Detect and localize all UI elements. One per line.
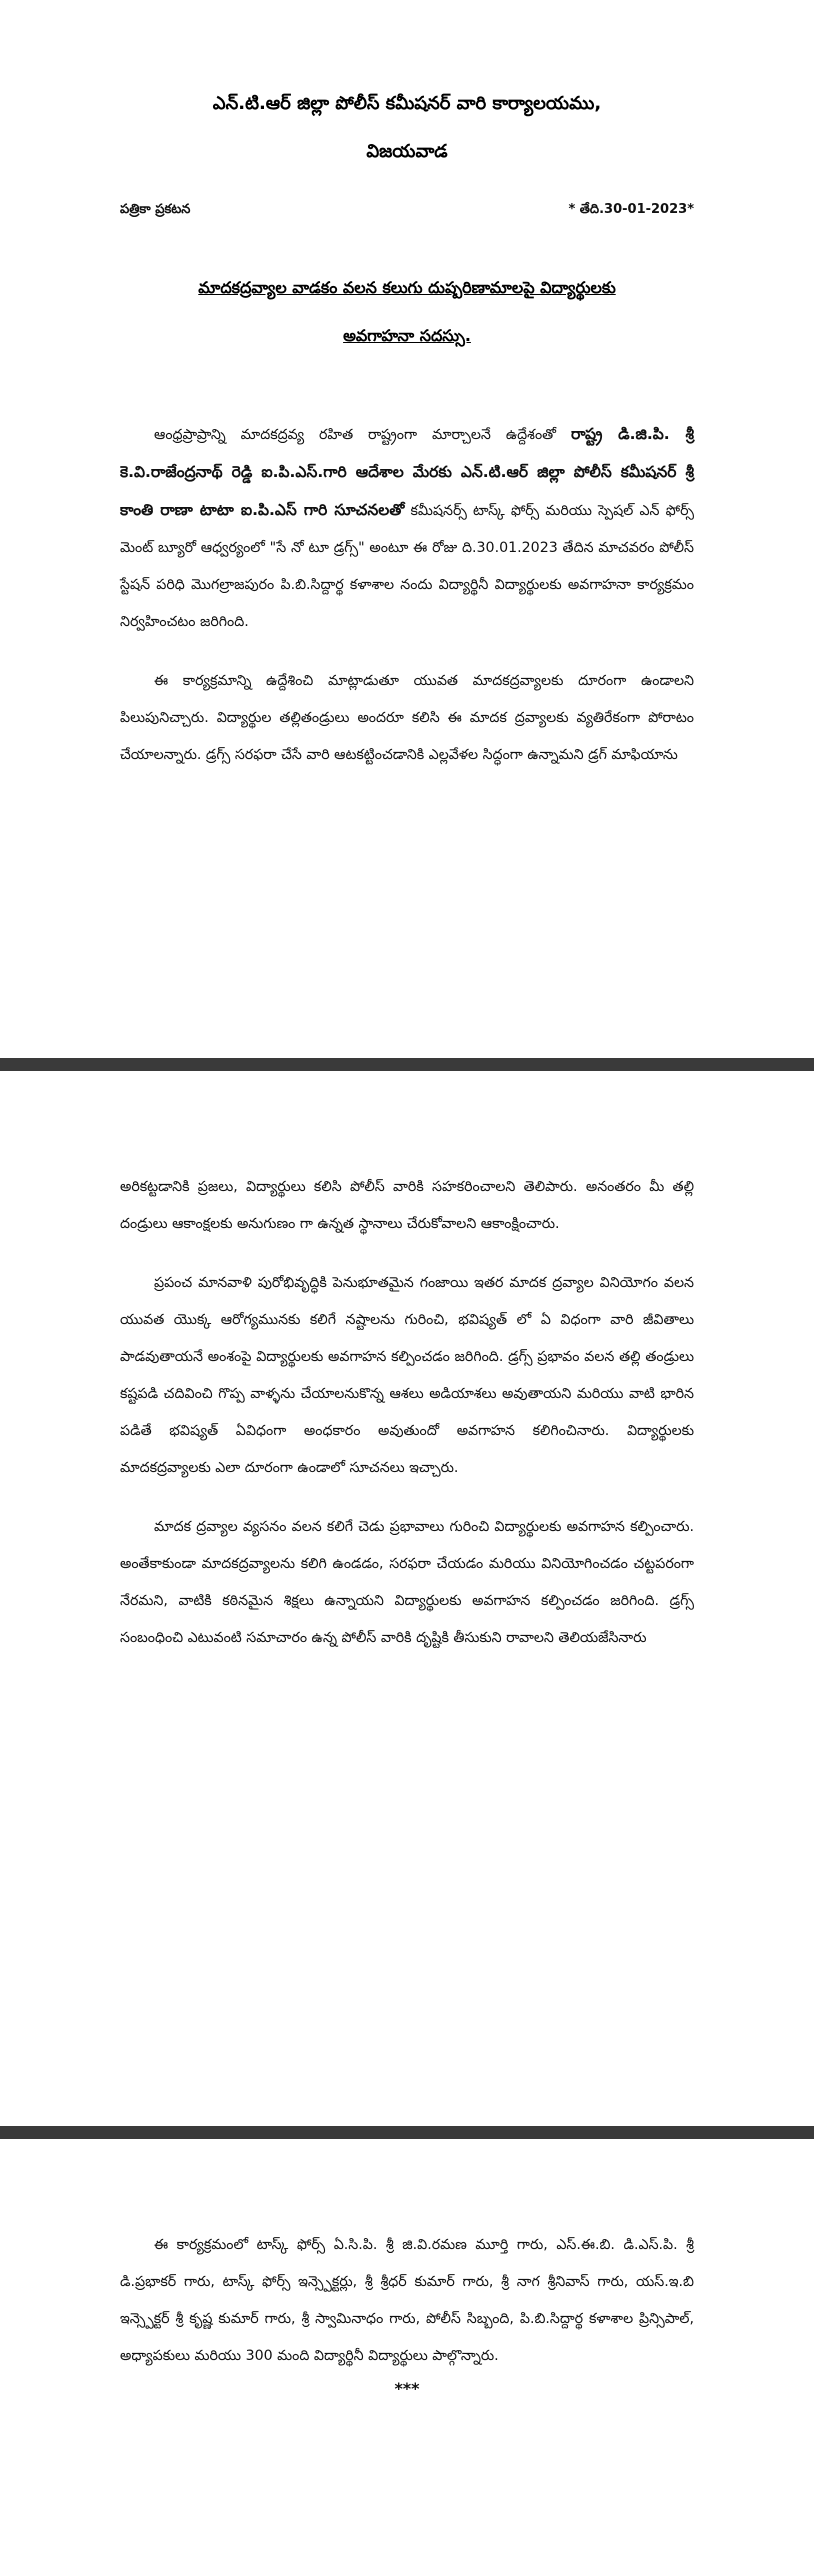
participants-text: ఈ కార్యక్రమంలో టాస్క్ ఫోర్స్ ఏ.సి.పి. శ్రీ జి.వి.రమణ మూర్తి గారు, ఎస్.ఈ.బి. డి.ఎస్.పి. శ్రీ డి.ప్రభాకర్ గారు, టాస్క్ ఫోర్స్ ఇన్స్పెక్టర్లు, శ్రీ శ్రీధర్ కుమార్ గారు, శ్రీ నాగ శ్రీనివాస్ గారు, యస్.ఇ.బి ఇన్స్పెక్టర్ శ్రీ కృష్ణ కుమార్ గారు, శ్రీ స్వామినాధం గారు, పోలీస్ సిబ్బంది, పి.బి.సిద్దార్థ కళాశాల ప్రిన్సిపాల్, అధ్యాపకులు మరియు 300 మంది విద్యార్థినీ విద్యార్థులు పాల్గొన్నారు. <box>120 2237 694 2364</box>
document-page-3 <box>0 2139 814 2561</box>
paragraph-participants <box>120 2227 694 2375</box>
subject-line2: అవగాహనా సదస్సు. <box>343 326 471 345</box>
awareness-text: మాదక ద్రవ్యాల వ్యసనం వలన కలిగే చెడు ప్రభావాలు గురించి విద్యార్థులకు అవగాహన కల్పించారు. అంతేకాకుండా మాదకద్రవ్యాలను కలిగి ఉండడం, సరఫరా చేయడం మరియు వినియోగించడం చట్టపరంగా నేరమని, వాటికి కఠినమైన శిక్షలు ఉన్నాయని విద్యార్థులకు అవగాహన కల్పించడం జరిగింది. డ్రగ్స్ సంబంధించి ఎటువంటి సమాచారం ఉన్న పోలీస్ వారికి దృష్టికి తీసుకుని రావాలని తెలియజేసినారు <box>120 1519 694 1646</box>
page1-body <box>120 416 694 774</box>
document-page-1 <box>0 0 814 1058</box>
subject-heading <box>120 268 694 356</box>
page-separator <box>0 2126 814 2139</box>
document-page-2 <box>0 1071 814 2126</box>
intro-end: కమీషనర్స్ టాస్క్ ఫోర్స్ మరియు స్పెషల్ ఎన్ ఫోర్స్ మెంట్ బ్యూరో ఆధ్వర్యంలో "సే నో టూ డ్రగ్స్" అంటూ ఈ రోజు ది.30.01.2023 తేదిన మాచవరం పోలీస్ స్టేషన్ పరిధి మొగల్రాజపురం పి.బి.సిద్దార్థ కళాశాల నందు విద్యార్థినీ విద్యార్థులకు అవగాహనా కార్యక్రమం నిర్వహించటం జరిగింది. <box>120 503 694 630</box>
speech-text: ఈ కార్యక్రమాన్ని ఉద్దేశించి మాట్లాడుతూ యువత మాదకద్రవ్యాలకు దూరంగా ఉండాలని పిలుపునిచ్చారు. విద్యార్థుల తల్లితండ్రులు అందరూ కలిసి ఈ మాదక ద్రవ్యాలకు వ్యతిరేకంగా పోరాటం చేయాలన్నారు. డ్రగ్స్ సరఫరా చేసే వారి ఆటకట్టించడానికి ఎల్లవేళల సిద్ధంగా ఉన్నామని డ్రగ్ మాఫియాను <box>120 673 694 763</box>
release-date: * తేది.30-01-2023* <box>568 202 694 217</box>
office-title-line2: విజయవాడ <box>366 141 448 162</box>
office-header <box>120 88 694 168</box>
paragraph-speech <box>120 663 694 774</box>
page3-body <box>120 2227 694 2398</box>
intro-bold-officials: రాష్ట్ర డి.జి.పి. శ్రీ కె.వి.రాజేంద్రనాథ్ రెడ్డి ఐ.పి.ఎస్.గారి ఆదేశాల మేరకు ఎన్.టి.ఆర్ జిల్లా పోలీస్ కమీషనర్ శ్రీ కాంతి రాణా టాటా ఐ.పి.ఎస్ గారి సూచనలతో <box>120 425 694 519</box>
press-release-label: పత్రికా ప్రకటన <box>120 202 191 217</box>
intro-start: ఆంధ్రప్రాప్రాన్ని మాదకద్రవ్య రహిత రాష్ట్రంగా మార్చాలనే ఉద్దేశంతో <box>154 427 571 443</box>
page2-body <box>120 1169 694 1657</box>
paragraph-awareness <box>120 1509 694 1657</box>
office-title-line1: ఎన్.టి.ఆర్ జిల్లా పోలీస్ కమీషనర్ వారి కార్యాలయము, <box>212 93 602 114</box>
paragraph-effects <box>120 1265 694 1487</box>
subject-line1: మాదకద్రవ్యాల వాడకం వలన కలుగు దుష్పరిణామాలపై విద్యార్థులకు <box>198 278 616 297</box>
paragraph-intro <box>120 416 694 641</box>
meta-row <box>120 202 694 220</box>
paragraph-continuation: అరికట్టడానికి ప్రజలు, విద్యార్థులు కలిసి పోలీస్ వారికి సహకరించాలని తెలిపారు. అనంతరం మీ తల్లి దండ్రులు ఆకాంక్షలకు అనుగుణం గా ఉన్నత స్థానాలు చేరుకోవాలని ఆకాంక్షించారు. <box>120 1179 694 1232</box>
end-mark: *** <box>394 2379 420 2398</box>
effects-text: ప్రపంచ మానవాళి పురోభివృద్ధికి పెనుభూతమైన గంజాయి ఇతర మాదక ద్రవ్యాల వినియోగం వలన యువత యొక్క ఆరోగ్యమునకు కలిగే నష్టాలను గురించి, భవిష్యత్ లో ఏ విధంగా వారి జీవితాలు పాడవుతాయనే అంశంపై విద్యార్థులకు అవగాహన కల్పించడం జరిగింది. డ్రగ్స్ ప్రభావం వలన తల్లి తండ్రులు కష్టపడి చదివించి గొప్ప వాళ్ళను చేయాలనుకొన్న ఆశలు అడియాశలు అవుతాయని మరియు వాటి భారిన పడితే భవిష్యత్ ఏవిధంగా అంధకారం అవుతుందో అవగాహన కలిగించినారు. విద్యార్థులకు మాదకద్రవ్యాలకు ఎలా దూరంగా ఉండాలో సూచనలు ఇచ్చారు. <box>120 1275 694 1476</box>
page-separator <box>0 1058 814 1071</box>
